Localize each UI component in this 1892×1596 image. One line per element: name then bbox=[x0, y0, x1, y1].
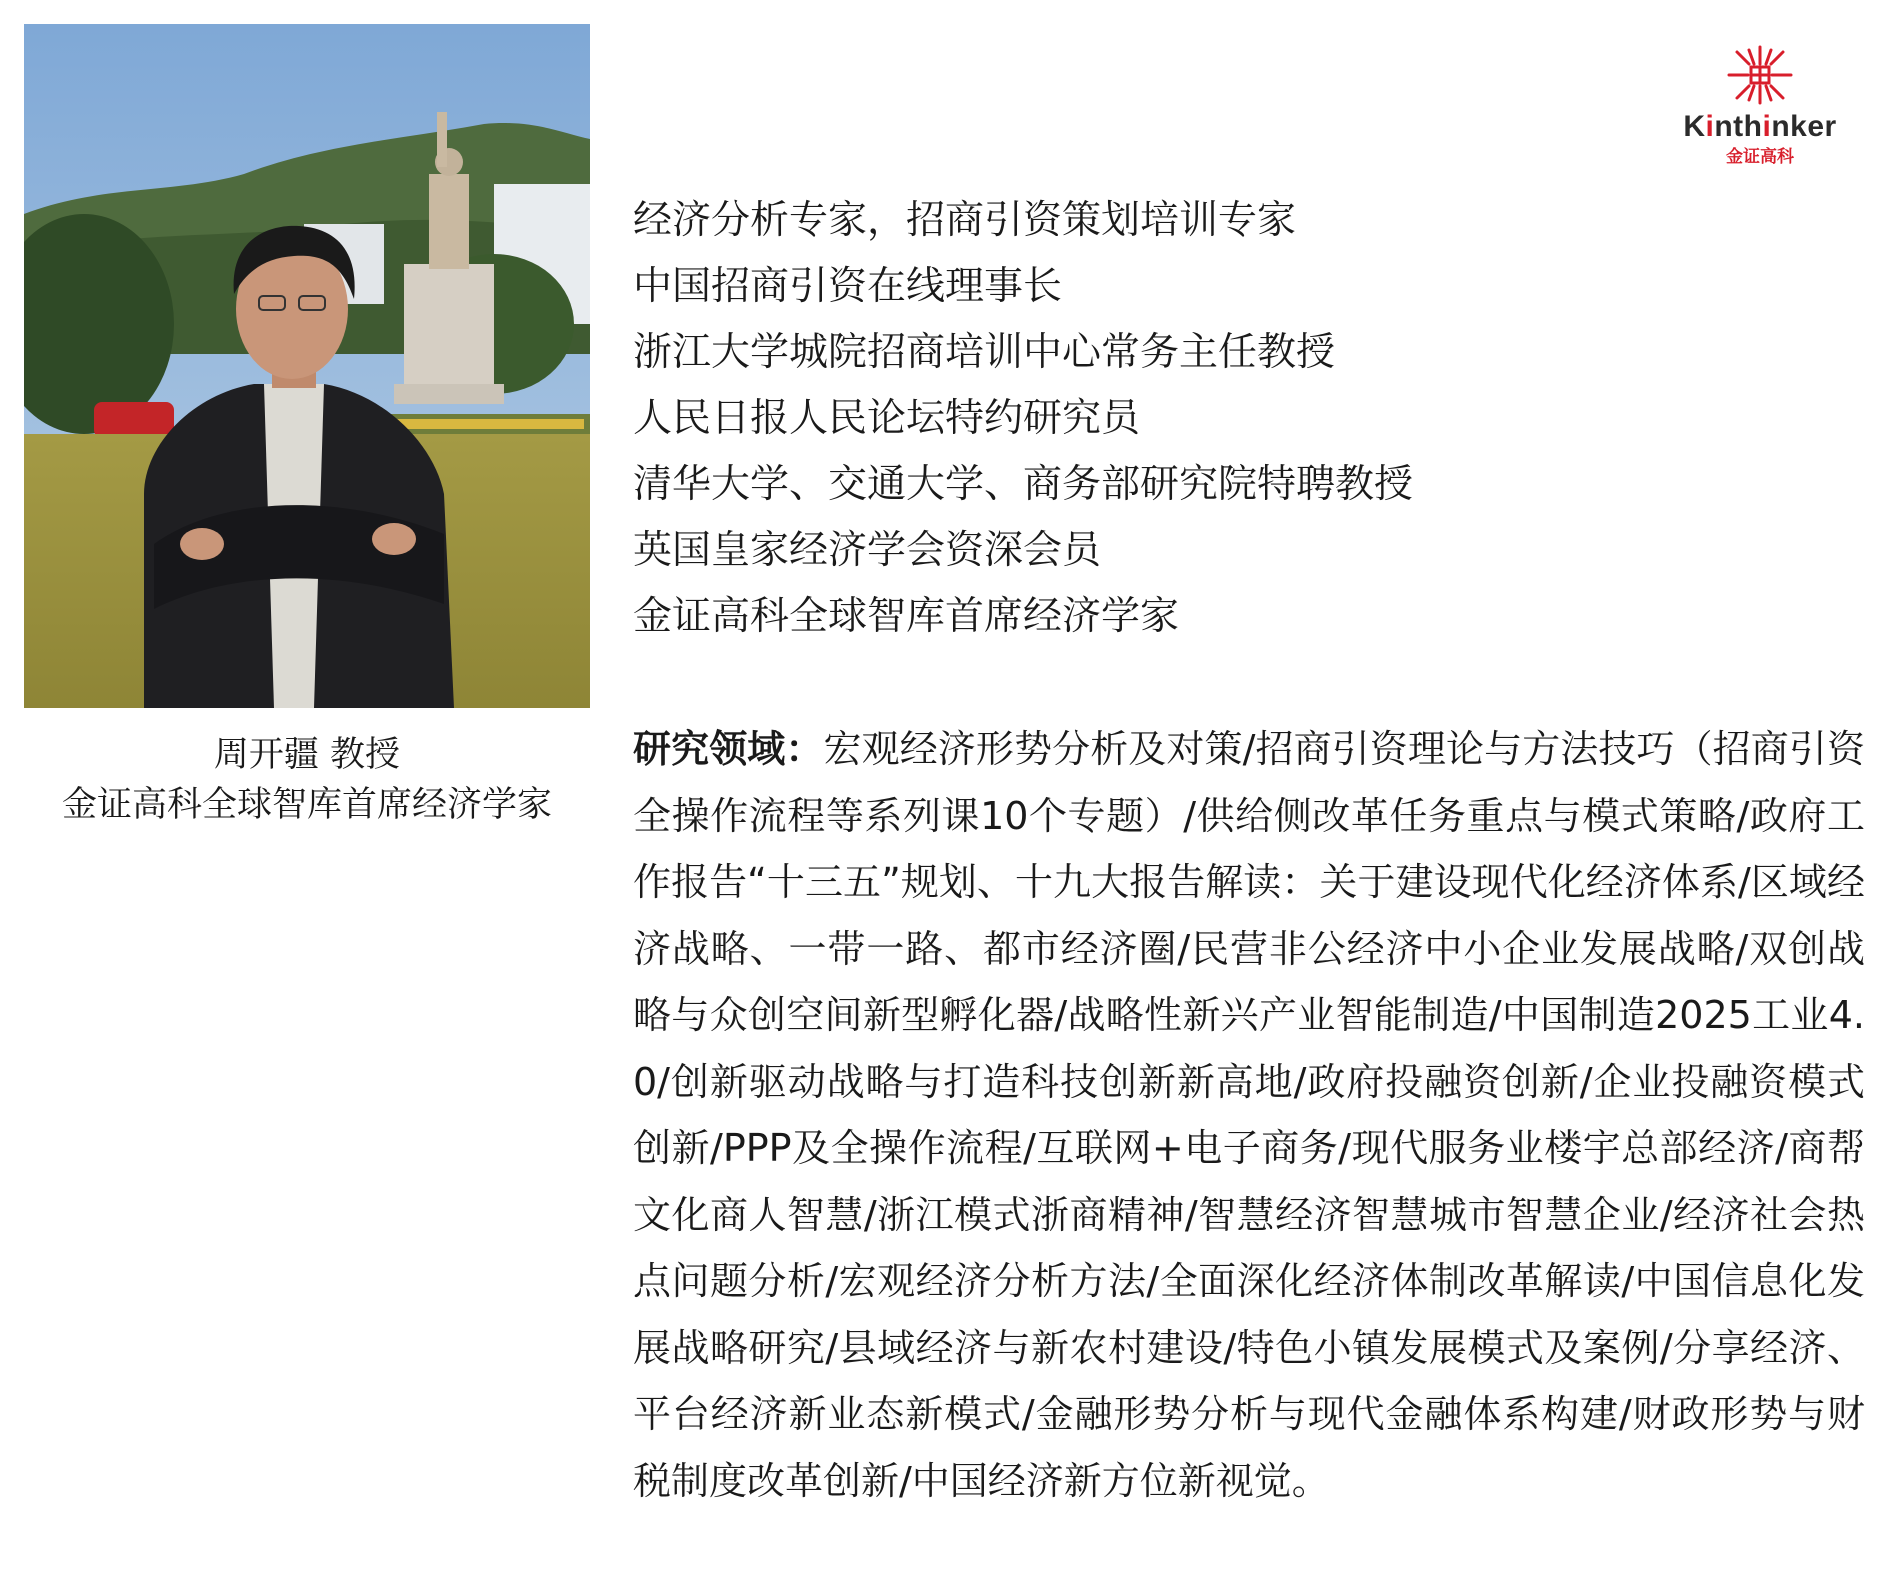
titles-list bbox=[633, 188, 1833, 650]
title-item: 经济分析专家，招商引资策划培训专家 bbox=[633, 198, 1297, 243]
title-item: 金证高科全球智库首席经济学家 bbox=[633, 594, 1180, 639]
research-fields bbox=[633, 716, 1865, 1514]
logo-brand-name: Kinthinker bbox=[1683, 110, 1837, 143]
title-item: 英国皇家经济学会资深会员 bbox=[633, 528, 1102, 573]
portrait-photo bbox=[24, 24, 590, 708]
portrait-photo-image bbox=[24, 24, 590, 708]
kinthinker-logo bbox=[1660, 44, 1860, 194]
research-text: 宏观经济形势分析及对策/招商引资理论与方法技巧（招商引资全操作流程等系列课10个专题）/供给侧改革任务重点与模式策略/政府工作报告“十三五”规划、十九大报告解读：关于建设现代化经济体系/区域经济战略、一带一路、都市经济圈/民营非公经济中小企业发展战略/双创战略与众创空间新型孵化器/战略性新兴产业智能制造/中国制造2025工业4.0/创新驱动战略与打造科技创新新高地/政府投融资创新/企业投融资模式创新/PPP及全操作流程/互联网+电子商务/现代服务业楼宇总部经济/商帮文化商人智慧/浙江模式浙商精神/智慧经济智慧城市智慧企业/经济社会热点问题分析/宏观经济分析方法/全面深化经济体制改革解读/中国信息化发展战略研究/县域经济与新农村建设/特色小镇发展模式及案例/分享经济、平台经济新业态新模式/金融形势分析与现代金融体系构建/财政形势与财税制度改革创新/中国经济新方位新视觉。 bbox=[633, 727, 1865, 1503]
title-item: 人民日报人民论坛特约研究员 bbox=[633, 396, 1141, 441]
photo-caption bbox=[24, 730, 590, 830]
title-item: 清华大学、交通大学、商务部研究院特聘教授 bbox=[633, 462, 1414, 507]
caption-title: 金证高科全球智库首席经济学家 bbox=[61, 785, 552, 825]
title-item: 中国招商引资在线理事长 bbox=[633, 264, 1063, 309]
research-label: 研究领域： bbox=[633, 727, 824, 771]
caption-name: 周开疆 教授 bbox=[213, 735, 401, 775]
logo-brand-cn: 金证高科 bbox=[1726, 147, 1794, 167]
title-item: 浙江大学城院招商培训中心常务主任教授 bbox=[633, 330, 1336, 375]
kinthinker-logo-mark-icon bbox=[1723, 44, 1797, 106]
